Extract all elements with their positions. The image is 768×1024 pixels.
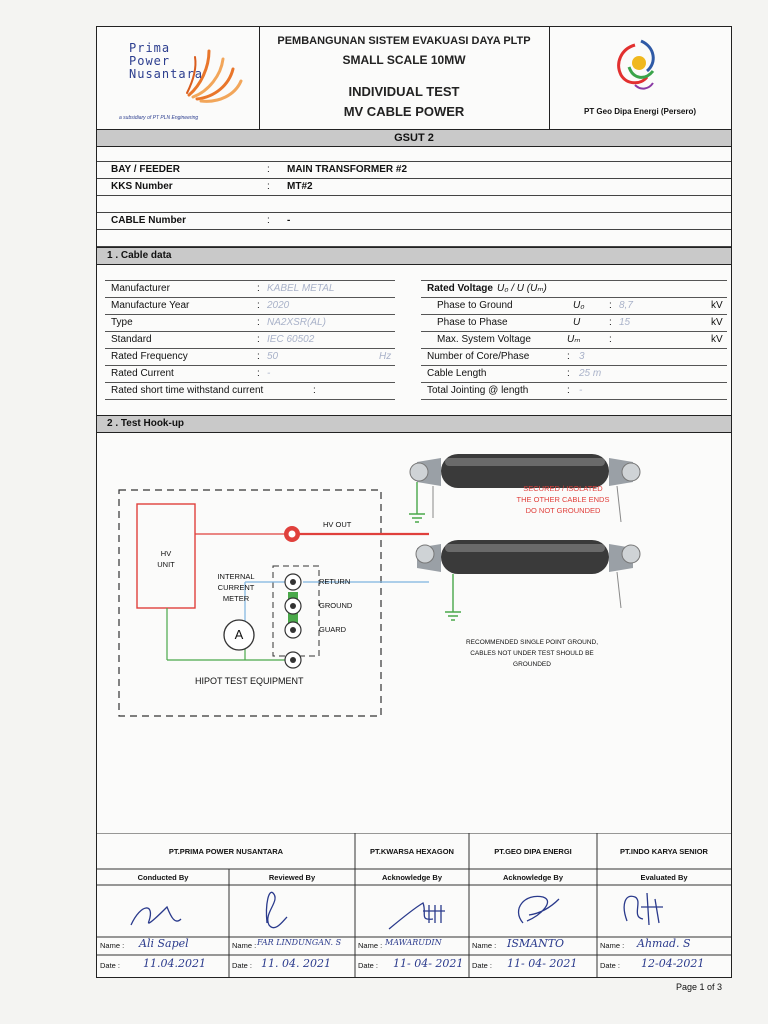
- manufacturer-value: KABEL METAL: [267, 283, 335, 294]
- phase-phase-unit: kV: [711, 317, 723, 328]
- cores-value: 3: [579, 351, 585, 362]
- jointing-value: -: [579, 385, 583, 396]
- role-acknowledge-2: Acknowledge By: [502, 873, 563, 882]
- cable-length-value: 25 m: [579, 368, 602, 379]
- date-label: Date :: [600, 961, 621, 970]
- role-reviewed: Reviewed By: [268, 873, 316, 882]
- ground-note-3: GROUNDED: [513, 661, 551, 668]
- colon: :: [313, 385, 316, 396]
- test-title: INDIVIDUAL TEST: [348, 84, 460, 99]
- colon: :: [567, 385, 570, 396]
- colon: :: [267, 164, 270, 175]
- phase-ground-label: Phase to Ground: [437, 300, 513, 311]
- phase-phase-label: Phase to Phase: [437, 317, 508, 328]
- kks-row: [97, 179, 731, 196]
- date-label: Date :: [232, 961, 253, 970]
- colon: :: [257, 300, 260, 311]
- spacer-row: [97, 145, 731, 162]
- colon: :: [567, 351, 570, 362]
- standard-value: IEC 60502: [267, 334, 315, 345]
- cable-label: CABLE Number: [111, 215, 187, 226]
- ground-label: GROUND: [319, 601, 353, 610]
- name-acknowledge-2: ISMANTO: [507, 937, 565, 950]
- ground-note-2: CABLES NOT UNDER TEST SHOULD BE: [470, 650, 594, 657]
- colon: :: [609, 334, 612, 345]
- meter-label-3: METER: [222, 594, 250, 603]
- ammeter-symbol: A: [234, 627, 244, 642]
- bay-label: BAY / FEEDER: [111, 164, 180, 175]
- hv-unit-label-2: UNIT: [157, 560, 175, 569]
- project-title: PEMBANGUNAN SISTEM EVAKUASI DAYA PLTP: [277, 35, 531, 47]
- cores-label: Number of Core/Phase: [427, 351, 530, 362]
- rated-frequency-label: Rated Frequency: [111, 351, 188, 362]
- jointing-label: Total Jointing @ length: [427, 385, 529, 396]
- colon: :: [257, 317, 260, 328]
- role-conducted: Conducted By: [137, 873, 189, 882]
- max-voltage-symbol: Uₘ: [567, 334, 581, 345]
- hv-unit-label-1: HV: [160, 549, 172, 558]
- colon: :: [257, 351, 260, 362]
- rated-voltage-label: Rated Voltage: [427, 283, 493, 294]
- kks-label: KKS Number: [111, 181, 173, 192]
- cable-value: -: [287, 215, 291, 226]
- meter-label-2: CURRENT: [217, 583, 255, 592]
- name-conducted: Ali Sapel: [139, 937, 189, 950]
- role-evaluated: Evaluated By: [640, 873, 688, 882]
- short-time-current-label: Rated short time withstand current: [111, 385, 264, 396]
- logo-line-2: Power: [129, 54, 171, 68]
- spacer-row: [97, 230, 731, 247]
- hv-out-label: HV OUT: [323, 520, 352, 529]
- phase-phase-value: 15: [619, 317, 631, 328]
- company-geo-dipa: PT.GEO DIPA ENERGI: [494, 847, 572, 856]
- name-label: Name :: [100, 941, 125, 950]
- cable-data-right: [421, 280, 727, 399]
- company-indo-karya: PT.INDO KARYA SENIOR: [620, 847, 708, 856]
- spacer-row: [97, 196, 731, 213]
- date-label: Date :: [100, 961, 121, 970]
- rated-current-label: Rated Current: [111, 368, 174, 379]
- isolated-note-3: DO NOT GROUNDED: [525, 506, 601, 515]
- isolated-note-1: SECURED / ISOLATED: [523, 484, 603, 493]
- logo-line-1: Prima: [129, 41, 171, 55]
- colon: :: [267, 181, 270, 192]
- colon: :: [257, 334, 260, 345]
- colon: :: [609, 300, 612, 311]
- name-reviewed: FAR LINDUNGAN. S: [257, 938, 342, 947]
- colon: :: [567, 368, 570, 379]
- company-prima: PT.PRIMA POWER NUSANTARA: [168, 847, 284, 856]
- logo-line-3: Nusantara: [129, 67, 204, 81]
- form-code: GSUT 2: [394, 132, 434, 144]
- manufacture-year-label: Manufacture Year: [111, 300, 190, 311]
- colon: :: [257, 368, 260, 379]
- name-label: Name :: [358, 941, 383, 950]
- phase-phase-symbol: U: [573, 317, 581, 328]
- max-voltage-label: Max. System Voltage: [437, 334, 531, 345]
- type-value: NA2XSR(AL): [267, 317, 326, 328]
- manufacture-year-value: 2020: [267, 300, 290, 311]
- date-label: Date :: [472, 961, 493, 970]
- meter-label-1: INTERNAL: [217, 572, 255, 581]
- max-voltage-unit: kV: [711, 334, 723, 345]
- rated-current-value: -: [267, 368, 271, 379]
- geo-dipa-name: PT Geo Dipa Energi (Persero): [583, 107, 697, 116]
- date-reviewed: 11. 04. 2021: [261, 957, 331, 970]
- test-subject: MV CABLE POWER: [343, 104, 465, 119]
- logo-subtitle: a subsidiary of PT PLN Engineering: [119, 115, 199, 121]
- cable-data-left: [105, 280, 395, 399]
- company-kwarsa: PT.KWARSA HEXAGON: [370, 847, 454, 856]
- rated-frequency-value: 50: [267, 351, 279, 362]
- name-label: Name :: [600, 941, 625, 950]
- prima-power-logo: [97, 27, 259, 129]
- section-1-band: [97, 247, 731, 265]
- form-header: [97, 27, 731, 130]
- colon: :: [257, 283, 260, 294]
- role-acknowledge-1: Acknowledge By: [381, 873, 442, 882]
- date-acknowledge-2: 11- 04- 2021: [507, 957, 578, 970]
- isolated-note-2: THE OTHER CABLE ENDS: [516, 495, 610, 504]
- standard-label: Standard: [111, 334, 152, 345]
- type-label: Type: [111, 317, 133, 328]
- geo-dipa-logo: [549, 27, 731, 129]
- cable-number-row: [97, 213, 731, 230]
- name-acknowledge-1: MAWARUDIN: [385, 938, 442, 947]
- date-conducted: 11.04.2021: [143, 957, 206, 970]
- colon: :: [609, 317, 612, 328]
- colon: :: [267, 215, 270, 226]
- signature-table: [97, 833, 731, 977]
- rated-voltage-symbol: U₀ / U (Uₘ): [497, 283, 547, 294]
- bay-value: MAIN TRANSFORMER #2: [287, 164, 408, 175]
- section-2-band: [97, 415, 731, 433]
- rated-frequency-unit: Hz: [379, 351, 392, 362]
- test-hookup-diagram: [97, 432, 731, 832]
- kks-value: MT#2: [287, 181, 313, 192]
- ground-note-1: RECOMMENDED SINGLE POINT GROUND,: [465, 639, 599, 646]
- name-label: Name :: [232, 941, 257, 950]
- section-2-title: 2 . Test Hook-up: [107, 418, 185, 429]
- manufacturer-label: Manufacturer: [111, 283, 170, 294]
- guard-label: GUARD: [319, 625, 347, 634]
- cable-length-label: Cable Length: [427, 368, 487, 379]
- phase-ground-symbol: U₀: [573, 300, 585, 311]
- phase-ground-value: 8,7: [619, 300, 633, 311]
- name-label: Name :: [472, 941, 497, 950]
- bay-feeder-row: [97, 162, 731, 179]
- section-1-title: 1 . Cable data: [107, 250, 172, 261]
- equipment-label: HIPOT TEST EQUIPMENT: [195, 676, 304, 686]
- page-number: Page 1 of 3: [676, 982, 723, 992]
- date-label: Date :: [358, 961, 379, 970]
- phase-ground-unit: kV: [711, 300, 723, 311]
- project-subtitle: SMALL SCALE 10MW: [342, 53, 466, 67]
- name-evaluated: Ahmad. S: [637, 937, 691, 950]
- test-form-sheet: [96, 26, 732, 978]
- return-label: RETURN: [319, 577, 351, 586]
- date-acknowledge-1: 11- 04- 2021: [393, 957, 464, 970]
- date-evaluated: 12-04-2021: [641, 957, 705, 970]
